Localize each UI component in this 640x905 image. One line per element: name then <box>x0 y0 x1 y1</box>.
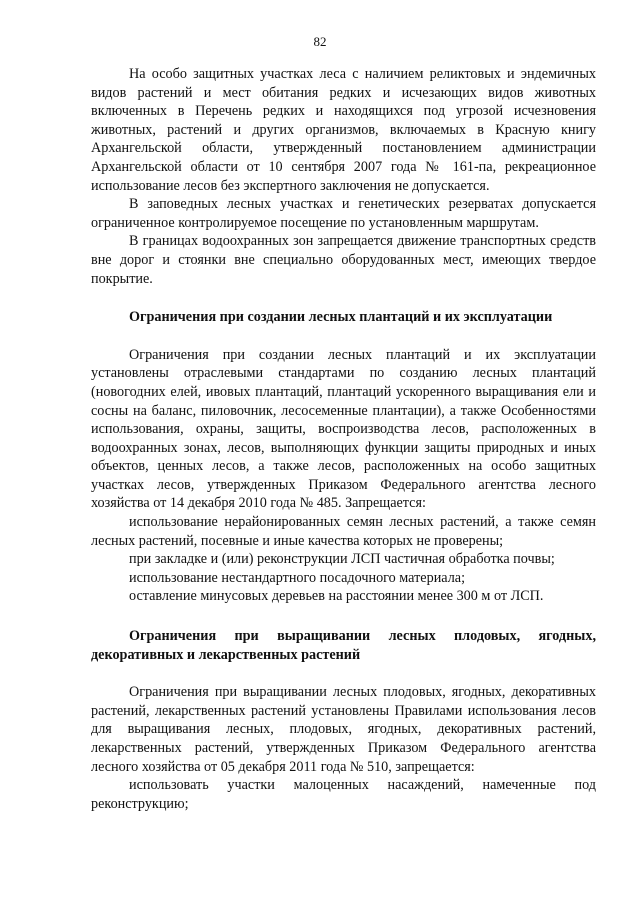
list-item: использовать участки малоценных насаждений, намеченные под реконструкцию; <box>91 777 596 812</box>
paragraph-water-zones: В границах водоохранных зон запрещается движение транспортных средств вне дорог и стоянки вне специально оборудованных мест, имеющих твердое покрытие. <box>91 233 596 287</box>
paragraph-cultivation-intro: Ограничения при выращивании лесных плодовых, ягодных, декоративных растений, лекарственных растений установлены Правилами использования лесов для выращивания лесных, плодовых, ягодных, декоративных растений, лекарственных растений, утвержденных Приказом Федерального агентства лесного хозяйства от 05 декабря 2011 года № 510, запрещается: <box>91 684 596 775</box>
list-item: использование нестандартного посадочного материала; <box>129 569 466 586</box>
page-number: 82 <box>313 34 327 49</box>
paragraph-reserves: В заповедных лесных участках и генетических резерватах допускается ограниченное контролируемое посещение по установленным маршрутам. <box>91 196 596 231</box>
paragraph-plantations-intro: Ограничения при создании лесных плантаций и их эксплуатации установлены отраслевыми стандартами по созданию лесных плантаций (новогодних елей, ивовых плантаций, плантаций ускоренного выращивания ели и сосны на баланс, пиловочник, лесосеменные плантации), а также Особенностями использования, охраны, защиты, воспроизводства лесов, расположенных в водоохранных зонах, лесов, выполняющих функции защиты природных и иных объектов, ценных лесов, а также лесов, расположенных на особо защитных участках лесов, утвержденных Приказом Федерального агентства лесного хозяйства от 14 декабря 2010 года № 485. Запрещается: <box>91 346 596 512</box>
section-heading-cultivation: Ограничения при выращивании лесных плодовых, ягодных, декоративных и лекарственных растений <box>91 628 596 663</box>
list-item: оставление минусовых деревьев на расстоянии менее 300 м от ЛСП. <box>129 588 544 605</box>
paragraph-relict-species: На особо защитных участках леса с наличием реликтовых и эндемичных видов растений и мест обитания редких и исчезающих видов животных включенных в Перечень редких и находящихся под угрозой исчезновения животных, растений и других организмов, включаемых в Красную книгу Архангельской области, утвержденный постановлением администрации Архангельской области от 10 сентября 2007 года № 161-па, рекреационное использование лесов без экспертного заключения не допускается. <box>91 66 596 194</box>
list-item: при закладке и (или) реконструкции ЛСП частичная обработка почвы; <box>129 551 555 568</box>
document-body <box>91 65 596 813</box>
section-heading-plantations: Ограничения при создании лесных плантаций и их эксплуатации <box>129 309 553 326</box>
list-item: использование нерайонированных семян лесных растений, а также семян лесных растений, посевные и иные качества которых не проверены; <box>91 514 596 549</box>
